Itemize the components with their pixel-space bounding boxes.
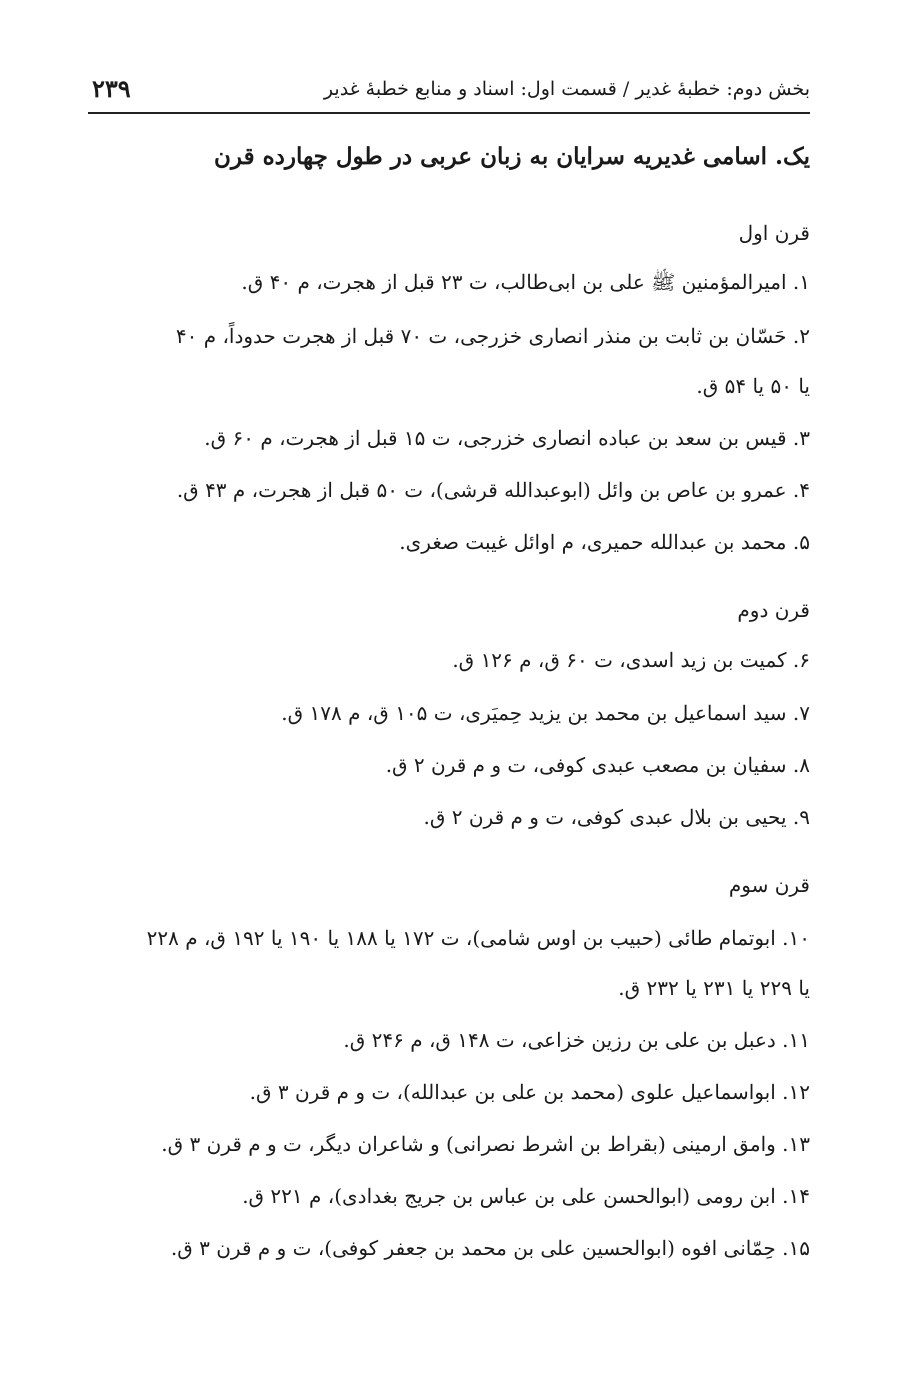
- page-header: [88, 72, 810, 114]
- list-item: ۵. محمد بن عبدالله حمیری، م اوائل غیبت صغری.: [399, 530, 810, 554]
- list-item: ۱۲. ابواسماعیل علوی (محمد بن علی بن عبدالله)، ت و م قرن ۳ ق.: [249, 1080, 810, 1104]
- list-item: ۳. قیس بن سعد بن عباده انصاری خزرجی، ت ۱۵ قبل از هجرت، م ۶۰ ق.: [204, 426, 810, 450]
- century-heading: قرن دوم: [737, 598, 810, 622]
- section-title: یک. اسامی غدیریه سرایان به زبان عربی در طول چهارده قرن: [214, 143, 810, 170]
- page-number: ۲۳۹: [92, 74, 131, 103]
- list-item: ۱۳. وامق ارمینی (بقراط بن اشرط نصرانی) و شاعران دیگر، ت و م قرن ۳ ق.: [161, 1132, 810, 1156]
- list-item: ۹. یحیی بن بلال عبدی کوفی، ت و م قرن ۲ ق.: [423, 805, 810, 829]
- list-item: ۴. عمرو بن عاص بن وائل (ابوعبدالله قرشی)، ت ۵۰ قبل از هجرت، م ۴۳ ق.: [176, 478, 810, 502]
- century-heading: قرن سوم: [728, 873, 810, 897]
- list-item: ۱۵. حِمّانی افوه (ابوالحسین علی بن محمد بن جعفر کوفی)، ت و م قرن ۳ ق.: [170, 1236, 810, 1260]
- list-item: ۲. حَسّان بن ثابت بن منذر انصاری خزرجی، ت ۷۰ قبل از هجرت حدوداً، م ۴۰: [175, 324, 810, 348]
- list-item: ۱۴. ابن رومی (ابوالحسن علی بن عباس بن جریج بغدادی)، م ۲۲۱ ق.: [242, 1184, 810, 1208]
- list-item: ۶. کمیت بن زید اسدی، ت ۶۰ ق، م ۱۲۶ ق.: [452, 648, 810, 672]
- running-title: بخش دوم: خطبهٔ غدیر / قسمت اول: اسناد و منابع خطبهٔ غدیر: [323, 78, 810, 100]
- document-page: [88, 0, 810, 1390]
- list-item: ۱۰. ابوتمام طائی (حبیب بن اوس شامی)، ت ۱۷۲ یا ۱۸۸ یا ۱۹۰ یا ۱۹۲ ق، م ۲۲۸: [146, 926, 810, 950]
- list-item: ۱. امیرالمؤمنین ﷺ علی بن ابی‌طالب، ت ۲۳ قبل از هجرت، م ۴۰ ق.: [241, 270, 810, 294]
- list-item-continuation: یا ۲۲۹ یا ۲۳۱ یا ۲۳۲ ق.: [618, 976, 810, 1000]
- list-item: ۷. سید اسماعیل بن محمد بن یزید حِمیَری، ت ۱۰۵ ق، م ۱۷۸ ق.: [281, 701, 810, 725]
- list-item: ۱۱. دعبل بن علی بن رزین خزاعی، ت ۱۴۸ ق، م ۲۴۶ ق.: [343, 1028, 810, 1052]
- list-item: ۸. سفیان بن مصعب عبدی کوفی، ت و م قرن ۲ ق.: [385, 753, 810, 777]
- list-item-continuation: یا ۵۰ یا ۵۴ ق.: [696, 374, 810, 398]
- century-heading: قرن اول: [738, 221, 810, 245]
